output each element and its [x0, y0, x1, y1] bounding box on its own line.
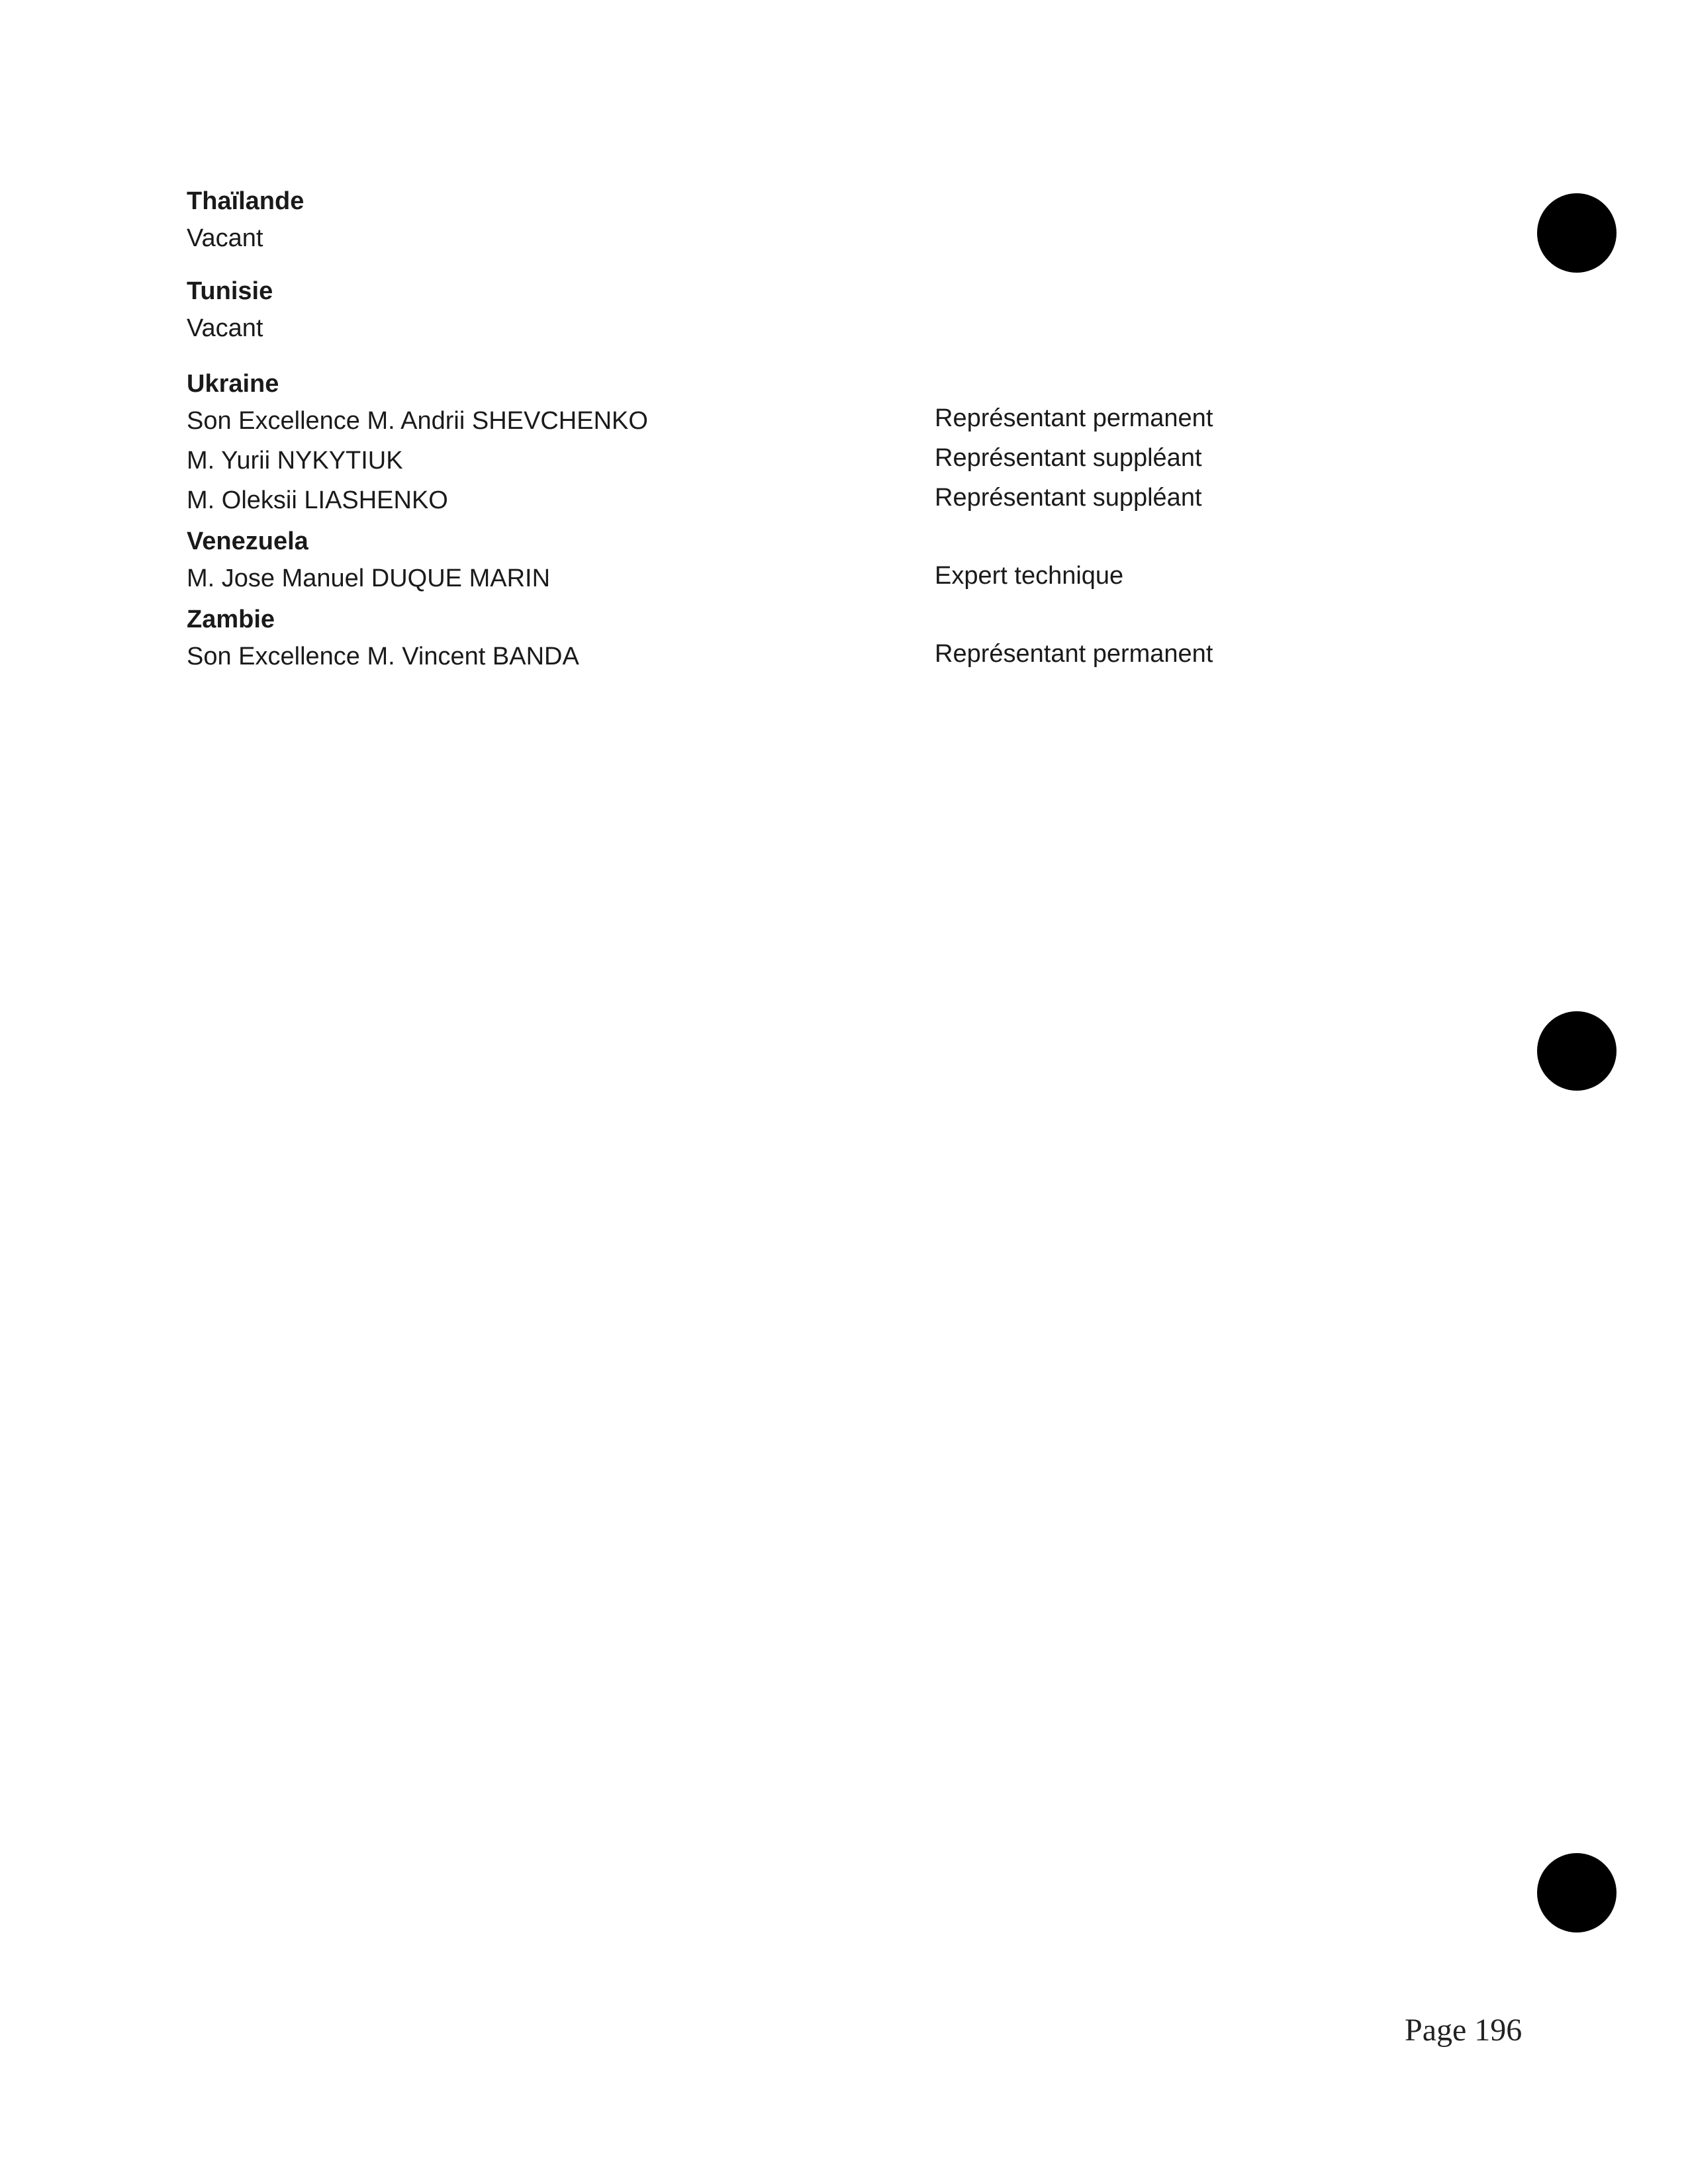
page-number: Page 196 [1405, 2013, 1523, 2048]
delegate-row [187, 637, 1312, 676]
delegate-role: Expert technique [935, 562, 1124, 590]
country-heading: Zambie [187, 606, 275, 633]
delegate-name: M. Oleksii LIASHENKO [187, 486, 448, 514]
delegate-role: Représentant permanent [935, 640, 1213, 668]
country-heading: Tunisie [187, 277, 273, 305]
delegate-role: Représentant permanent [935, 404, 1213, 432]
country-section-venezuela [187, 527, 1312, 598]
punch-hole-top [1537, 193, 1617, 273]
country-heading: Venezuela [187, 527, 308, 555]
delegate-role: Représentant suppléant [935, 484, 1202, 512]
delegate-row [187, 218, 1312, 258]
delegation-list [187, 187, 1312, 676]
delegate-name: M. Yurii NYKYTIUK [187, 447, 403, 475]
delegate-row [187, 480, 1312, 520]
delegate-name: Son Excellence M. Vincent BANDA [187, 643, 579, 670]
delegate-name: Vacant [187, 224, 263, 252]
delegate-role: Représentant suppléant [935, 444, 1202, 472]
delegate-row [187, 441, 1312, 480]
country-heading: Thaïlande [187, 187, 305, 215]
country-section-zambie [187, 605, 1312, 676]
delegate-name: Vacant [187, 314, 263, 342]
punch-hole-bottom [1537, 1853, 1617, 1933]
country-section-ukraine [187, 369, 1312, 520]
delegate-name: Son Excellence M. Andrii SHEVCHENKO [187, 407, 648, 435]
country-heading: Ukraine [187, 370, 279, 398]
country-section-tunisie [187, 277, 1312, 348]
country-section-thailande [187, 187, 1312, 258]
delegate-row [187, 401, 1312, 441]
delegate-row [187, 559, 1312, 598]
delegate-row [187, 308, 1312, 348]
punch-hole-middle [1537, 1011, 1617, 1091]
delegate-name: M. Jose Manuel DUQUE MARIN [187, 565, 551, 592]
